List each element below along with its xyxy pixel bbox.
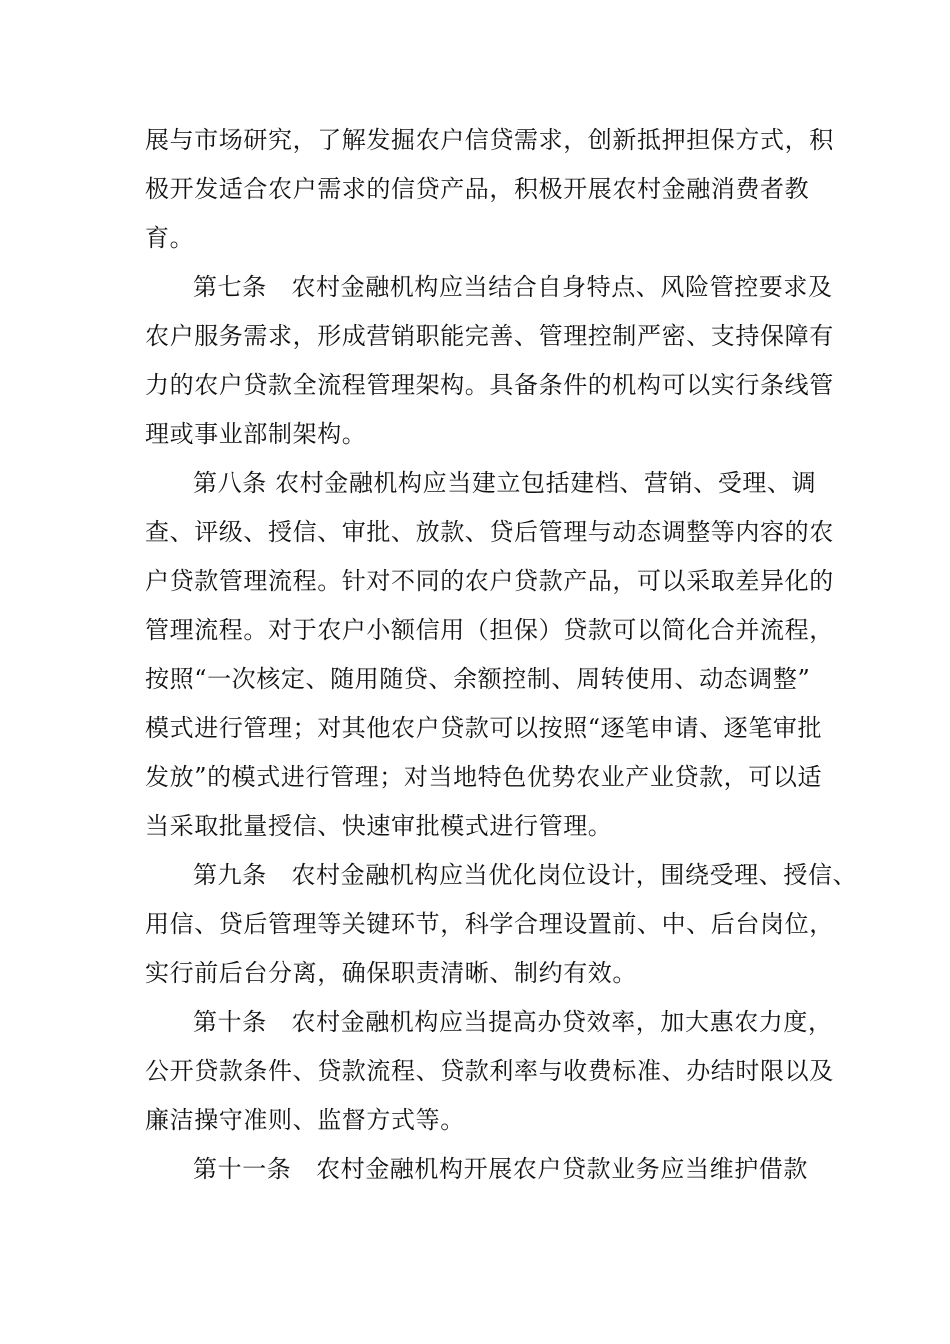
text-line: 极开发适合农户需求的信贷产品，积极开展农村金融消费者教 — [145, 175, 810, 203]
text-line: 理或事业部制架构。 — [145, 420, 367, 448]
text-line: 育。 — [145, 224, 195, 252]
text-line: 第九条 农村金融机构应当优化岗位设计，围绕受理、授信、 — [193, 861, 858, 889]
text-line: 第八条 农村金融机构应当建立包括建档、营销、受理、调 — [193, 469, 817, 497]
text-line: 查、评级、授信、审批、放款、贷后管理与动态调整等内容的农 — [145, 518, 834, 546]
text-line: 公开贷款条件、贷款流程、贷款利率与收费标准、办结时限以及 — [145, 1057, 834, 1085]
text-line: 廉洁操守准则、监督方式等。 — [145, 1106, 465, 1134]
text-line: 按照“一次核定、随用随贷、余额控制、周转使用、动态调整” — [145, 665, 811, 693]
text-line: 展与市场研究，了解发掘农户信贷需求，创新抵押担保方式，积 — [145, 126, 834, 154]
text-line: 农户服务需求，形成营销职能完善、管理控制严密、支持保障有 — [145, 322, 834, 350]
text-line: 模式进行管理；对其他农户贷款可以按照“逐笔申请、逐笔审批 — [145, 714, 823, 742]
text-line: 第七条 农村金融机构应当结合自身特点、风险管控要求及 — [193, 273, 833, 301]
text-line: 户贷款管理流程。针对不同的农户贷款产品，可以采取差异化的 — [145, 567, 834, 595]
text-line: 发放”的模式进行管理；对当地特色优势农业产业贷款，可以适 — [145, 763, 823, 791]
text-line: 用信、贷后管理等关键环节，科学合理设置前、中、后台岗位， — [145, 910, 834, 938]
text-line: 第十条 农村金融机构应当提高办贷效率，加大惠农力度， — [193, 1008, 833, 1036]
document-body — [145, 116, 858, 1194]
text-line: 管理流程。对于农户小额信用（担保）贷款可以简化合并流程， — [145, 616, 834, 644]
text-line: 力的农户贷款全流程管理架构。具备条件的机构可以实行条线管 — [145, 371, 834, 399]
text-line: 第十一条 农村金融机构开展农户贷款业务应当维护借款 — [193, 1155, 808, 1183]
text-line: 当采取批量授信、快速审批模式进行管理。 — [145, 812, 613, 840]
text-line: 实行前后台分离，确保职责清晰、制约有效。 — [145, 959, 637, 987]
